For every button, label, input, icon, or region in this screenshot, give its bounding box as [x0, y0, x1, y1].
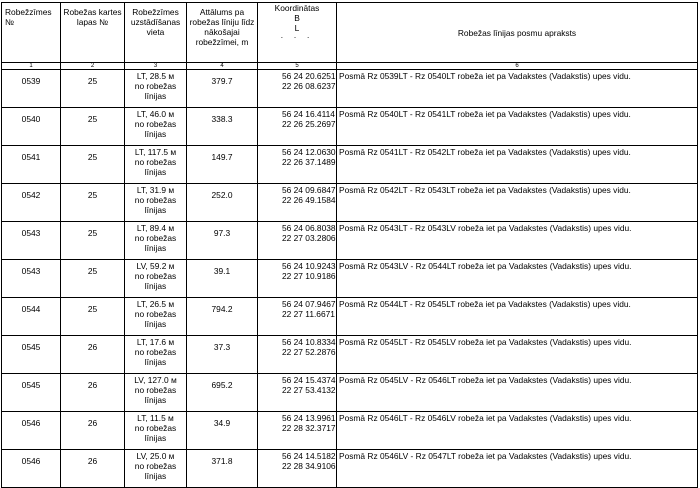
header-coordinates-l: L — [294, 23, 300, 33]
table-row — [2, 70, 698, 108]
marker-number: 0541 — [2, 146, 61, 184]
installation-place-from: no robežas — [134, 271, 177, 281]
installation-place-line: līnijas — [144, 91, 167, 101]
map-sheet-number: 25 — [61, 108, 125, 146]
column-number: 4 — [187, 63, 258, 70]
marker-number: 0544 — [2, 298, 61, 336]
coordinate-b: 56 24 12.0630 — [282, 147, 336, 157]
installation-place-from: no robežas — [134, 423, 177, 433]
installation-place-side: LV, 59.2 м — [136, 261, 175, 271]
map-sheet-number: 26 — [61, 450, 125, 488]
installation-place-side: LT, 17.6 м — [136, 337, 175, 347]
header-coordinates-title: Koordinātas — [274, 3, 320, 13]
segment-description: Posmā Rz 0546LV - Rz 0547LT robeža iet pa Vadakstes (Vadakstis) upes vidu. — [337, 450, 698, 488]
installation-place-side: LT, 89.4 м — [136, 223, 175, 233]
table-row — [2, 108, 698, 146]
header-description: Robežas līnijas posmu apraksts — [337, 3, 698, 63]
table-body — [2, 70, 698, 488]
installation-place — [125, 450, 187, 488]
coordinate-b: 56 24 07.9467 — [282, 299, 336, 309]
column-number: 1 — [2, 63, 61, 70]
installation-place-line: līnijas — [144, 471, 167, 481]
coordinate-l: 22 27 53.4132 — [282, 385, 336, 395]
installation-place-line: līnijas — [144, 281, 167, 291]
installation-place-line: līnijas — [144, 357, 167, 367]
table-row — [2, 298, 698, 336]
installation-place — [125, 412, 187, 450]
installation-place-side: LT, 11.5 м — [137, 413, 174, 423]
installation-place-line: līnijas — [144, 205, 167, 215]
coordinates — [258, 298, 337, 336]
segment-description: Posmā Rz 0546LT - Rz 0546LV robeža iet pa Vadakstes (Vadakstis) upes vidu. — [337, 412, 698, 450]
coordinate-b: 56 24 10.9243 — [282, 261, 336, 271]
marker-number: 0543 — [2, 222, 61, 260]
coordinate-l: 22 26 25.2697 — [282, 119, 336, 129]
coordinate-b: 56 24 14.5182 — [282, 451, 336, 461]
marker-number: 0546 — [2, 450, 61, 488]
segment-description: Posmā Rz 0539LT - Rz 0540LT robeža iet pa Vadakstes (Vadakstis) upes vidu. — [337, 70, 698, 108]
installation-place-side: LT, 31.9 м — [136, 185, 175, 195]
coordinates — [258, 412, 337, 450]
coordinate-b: 56 24 20.6251 — [282, 71, 336, 81]
coordinate-b: 56 24 13.9961 — [282, 413, 336, 423]
installation-place-line: līnijas — [144, 167, 167, 177]
installation-place-from: no robežas — [134, 309, 177, 319]
installation-place-from: no robežas — [134, 385, 177, 395]
installation-place-from: no robežas — [134, 347, 177, 357]
installation-place — [125, 336, 187, 374]
installation-place-line: līnijas — [144, 129, 167, 139]
coordinate-l: 22 27 03.2806 — [282, 233, 336, 243]
marker-number: 0542 — [2, 184, 61, 222]
table-row — [2, 374, 698, 412]
column-number: 2 — [61, 63, 125, 70]
segment-description: Posmā Rz 0545LT - Rz 0545LV robeža iet pa Vadakstes (Vadakstis) upes vidu. — [337, 336, 698, 374]
installation-place-side: LT, 28.5 м — [136, 71, 175, 81]
table-row — [2, 222, 698, 260]
map-sheet-number: 25 — [61, 298, 125, 336]
coordinate-b: 56 24 06.8038 — [282, 223, 336, 233]
coordinate-b: 56 24 16.4114 — [282, 109, 335, 119]
distance-value: 39.1 — [187, 260, 258, 298]
coordinates — [258, 336, 337, 374]
installation-place — [125, 260, 187, 298]
coordinate-b: 56 24 15.4374 — [282, 375, 336, 385]
coordinate-b: 56 24 10.8334 — [282, 337, 336, 347]
distance-value: 37.3 — [187, 336, 258, 374]
map-sheet-number: 25 — [61, 146, 125, 184]
installation-place-side: LT, 46.0 м — [136, 109, 175, 119]
header-coordinates-dots: · · · — [280, 32, 314, 42]
header-distance: Attālums pa robežas līniju līdz nākošajai robežzīmei, m — [187, 3, 258, 63]
installation-place — [125, 298, 187, 336]
installation-place-from: no robežas — [134, 233, 177, 243]
installation-place-side: LT, 117.5 м — [134, 147, 177, 157]
installation-place — [125, 146, 187, 184]
coordinate-l: 22 27 11.6671 — [282, 309, 335, 319]
coordinates — [258, 184, 337, 222]
segment-description: Posmā Rz 0542LT - Rz 0543LT robeža iet pa Vadakstes (Vadakstis) upes vidu. — [337, 184, 698, 222]
coordinates — [258, 260, 337, 298]
segment-description: Posmā Rz 0544LT - Rz 0545LT robeža iet pa Vadakstes (Vadakstis) upes vidu. — [337, 298, 698, 336]
table-header-row — [2, 3, 698, 63]
marker-number: 0546 — [2, 412, 61, 450]
installation-place-line: līnijas — [144, 319, 167, 329]
map-sheet-number: 25 — [61, 184, 125, 222]
distance-value: 97.3 — [187, 222, 258, 260]
column-number: 6 — [337, 63, 698, 70]
installation-place-line: līnijas — [144, 433, 167, 443]
column-number: 5 — [258, 63, 337, 70]
table-row — [2, 336, 698, 374]
coordinates — [258, 108, 337, 146]
installation-place — [125, 374, 187, 412]
table-row — [2, 146, 698, 184]
distance-value: 34.9 — [187, 412, 258, 450]
boundary-markers-table — [1, 2, 698, 488]
distance-value: 149.7 — [187, 146, 258, 184]
map-sheet-number: 25 — [61, 222, 125, 260]
coordinates — [258, 146, 337, 184]
installation-place-from: no robežas — [134, 195, 177, 205]
installation-place-from: no robežas — [134, 119, 177, 129]
coordinate-l: 22 27 52.2876 — [282, 347, 336, 357]
segment-description: Posmā Rz 0543LV - Rz 0544LT robeža iet pa Vadakstes (Vadakstis) upes vidu. — [337, 260, 698, 298]
table-row — [2, 450, 698, 488]
installation-place-from: no robežas — [134, 81, 177, 91]
coordinates — [258, 70, 337, 108]
map-sheet-number: 26 — [61, 336, 125, 374]
segment-description: Posmā Rz 0541LT - Rz 0542LT robeža iet pa Vadakstes (Vadakstis) upes vidu. — [337, 146, 698, 184]
distance-value: 794.2 — [187, 298, 258, 336]
header-installation-place: Robežzīmes uzstādīšanas vieta — [125, 3, 187, 63]
table-row — [2, 412, 698, 450]
distance-value: 252.0 — [187, 184, 258, 222]
marker-number: 0545 — [2, 336, 61, 374]
map-sheet-number: 26 — [61, 374, 125, 412]
installation-place-line: līnijas — [144, 243, 167, 253]
table-row — [2, 260, 698, 298]
installation-place — [125, 70, 187, 108]
coordinate-b: 56 24 09.6847 — [282, 185, 336, 195]
table-row — [2, 184, 698, 222]
installation-place-line: līnijas — [144, 395, 167, 405]
header-coordinates — [258, 3, 337, 63]
header-map-sheet: Robežas kartes lapas № — [61, 3, 125, 63]
coordinate-l: 22 26 37.1489 — [282, 157, 336, 167]
installation-place-side: LV, 25.0 м — [136, 451, 175, 461]
installation-place — [125, 108, 187, 146]
map-sheet-number: 25 — [61, 70, 125, 108]
distance-value: 371.8 — [187, 450, 258, 488]
installation-place-from: no robežas — [134, 157, 177, 167]
segment-description: Posmā Rz 0545LV - Rz 0546LT robeža iet pa Vadakstes (Vadakstis) upes vidu. — [337, 374, 698, 412]
installation-place-side: LT, 26.5 м — [136, 299, 175, 309]
column-number: 3 — [125, 63, 187, 70]
installation-place-from: no robežas — [134, 461, 177, 471]
coordinates — [258, 450, 337, 488]
coordinate-l: 22 26 49.1584 — [282, 195, 336, 205]
column-number-row — [2, 63, 698, 70]
distance-value: 695.2 — [187, 374, 258, 412]
coordinates — [258, 374, 337, 412]
segment-description: Posmā Rz 0540LT - Rz 0541LT robeža iet pa Vadakstes (Vadakstis) upes vidu. — [337, 108, 698, 146]
segment-description: Posmā Rz 0543LT - Rz 0543LV robeža iet pa Vadakstes (Vadakstis) upes vidu. — [337, 222, 698, 260]
coordinate-l: 22 28 34.9106 — [282, 461, 336, 471]
coordinates — [258, 222, 337, 260]
header-marker-number: Robežzīmes № — [2, 3, 61, 63]
marker-number: 0543 — [2, 260, 61, 298]
installation-place-side: LV, 127.0 м — [134, 375, 177, 385]
marker-number: 0540 — [2, 108, 61, 146]
header-coordinates-b: B — [294, 13, 300, 23]
coordinate-l: 22 27 10.9186 — [282, 271, 336, 281]
distance-value: 379.7 — [187, 70, 258, 108]
map-sheet-number: 25 — [61, 260, 125, 298]
coordinate-l: 22 28 32.3717 — [282, 423, 336, 433]
marker-number: 0539 — [2, 70, 61, 108]
coordinate-l: 22 26 08.6237 — [282, 81, 336, 91]
installation-place — [125, 222, 187, 260]
installation-place — [125, 184, 187, 222]
marker-number: 0545 — [2, 374, 61, 412]
distance-value: 338.3 — [187, 108, 258, 146]
map-sheet-number: 26 — [61, 412, 125, 450]
